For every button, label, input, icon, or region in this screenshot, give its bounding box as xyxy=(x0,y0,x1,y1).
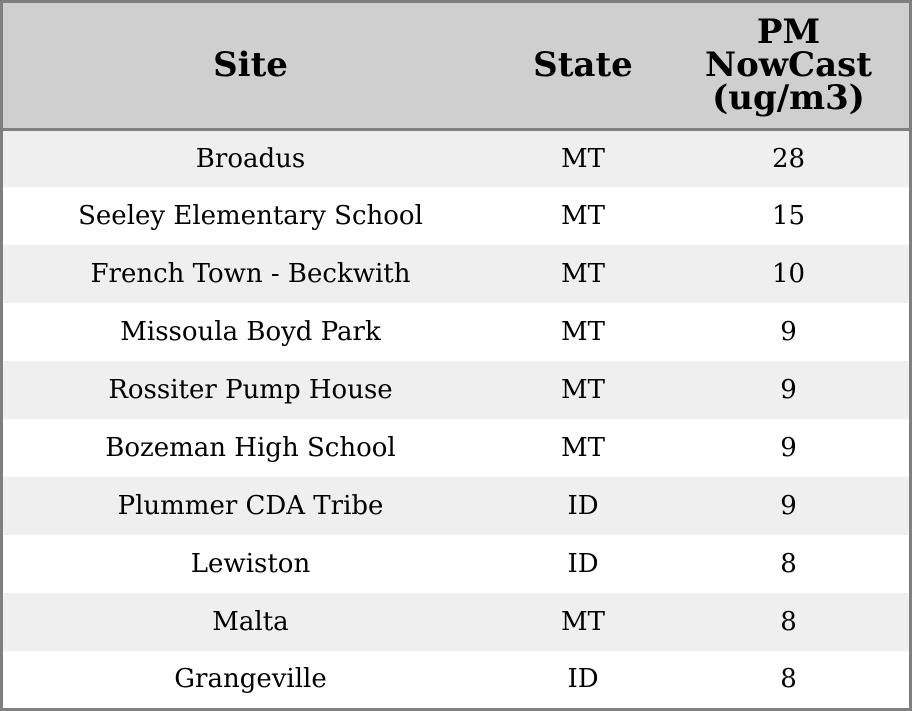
table-row xyxy=(3,187,909,245)
table-row xyxy=(3,419,909,477)
table-row xyxy=(3,651,909,707)
table-row xyxy=(3,477,909,535)
column-header-site xyxy=(3,3,498,129)
header-state-line: State xyxy=(533,44,633,85)
header-pm-line-1: PM xyxy=(756,11,821,52)
site-cell: Missoula Boyd Park xyxy=(120,317,381,347)
header-site-line: Site xyxy=(213,44,288,85)
state-cell: MT xyxy=(561,375,605,405)
pm-value-cell: 8 xyxy=(780,549,797,579)
site-cell: Rossiter Pump House xyxy=(108,375,393,405)
pm-value-cell: 8 xyxy=(780,664,797,694)
state-cell: MT xyxy=(561,201,605,231)
state-cell: MT xyxy=(561,259,605,289)
state-cell: ID xyxy=(567,491,599,521)
pm-value-cell: 15 xyxy=(771,201,806,231)
table-row xyxy=(3,593,909,651)
pm-value-cell: 9 xyxy=(780,375,797,405)
table-body xyxy=(3,129,909,707)
table-row xyxy=(3,361,909,419)
table-row xyxy=(3,303,909,361)
column-header-state xyxy=(498,3,668,129)
header-pm-line-2: NowCast xyxy=(705,44,872,85)
pm-value-cell: 9 xyxy=(780,317,797,347)
site-cell: Bozeman High School xyxy=(105,433,396,463)
site-cell: French Town - Beckwith xyxy=(90,259,411,289)
pm-value-cell: 8 xyxy=(780,607,797,637)
header-pm-line-3: (ug/m3) xyxy=(712,77,865,118)
header-row xyxy=(3,3,909,129)
column-header-pm xyxy=(668,3,909,129)
state-cell: MT xyxy=(561,433,605,463)
table-row xyxy=(3,129,909,187)
pm-value-cell: 9 xyxy=(780,491,797,521)
pm-value-cell: 10 xyxy=(771,259,806,289)
pm-value-cell: 9 xyxy=(780,433,797,463)
site-cell: Broadus xyxy=(195,143,306,174)
site-cell: Lewiston xyxy=(190,549,311,579)
state-cell: MT xyxy=(561,607,605,637)
state-cell: MT xyxy=(561,143,605,174)
state-cell: MT xyxy=(561,317,605,347)
state-cell: ID xyxy=(567,664,599,694)
site-cell: Seeley Elementary School xyxy=(78,201,423,231)
site-cell: Grangeville xyxy=(174,664,327,694)
table-header xyxy=(3,3,909,129)
table-row xyxy=(3,535,909,593)
data-table xyxy=(3,3,909,707)
pm-value-cell: 28 xyxy=(771,143,806,174)
table-row xyxy=(3,245,909,303)
site-cell: Plummer CDA Tribe xyxy=(117,491,384,521)
state-cell: ID xyxy=(567,549,599,579)
site-cell: Malta xyxy=(212,607,289,637)
